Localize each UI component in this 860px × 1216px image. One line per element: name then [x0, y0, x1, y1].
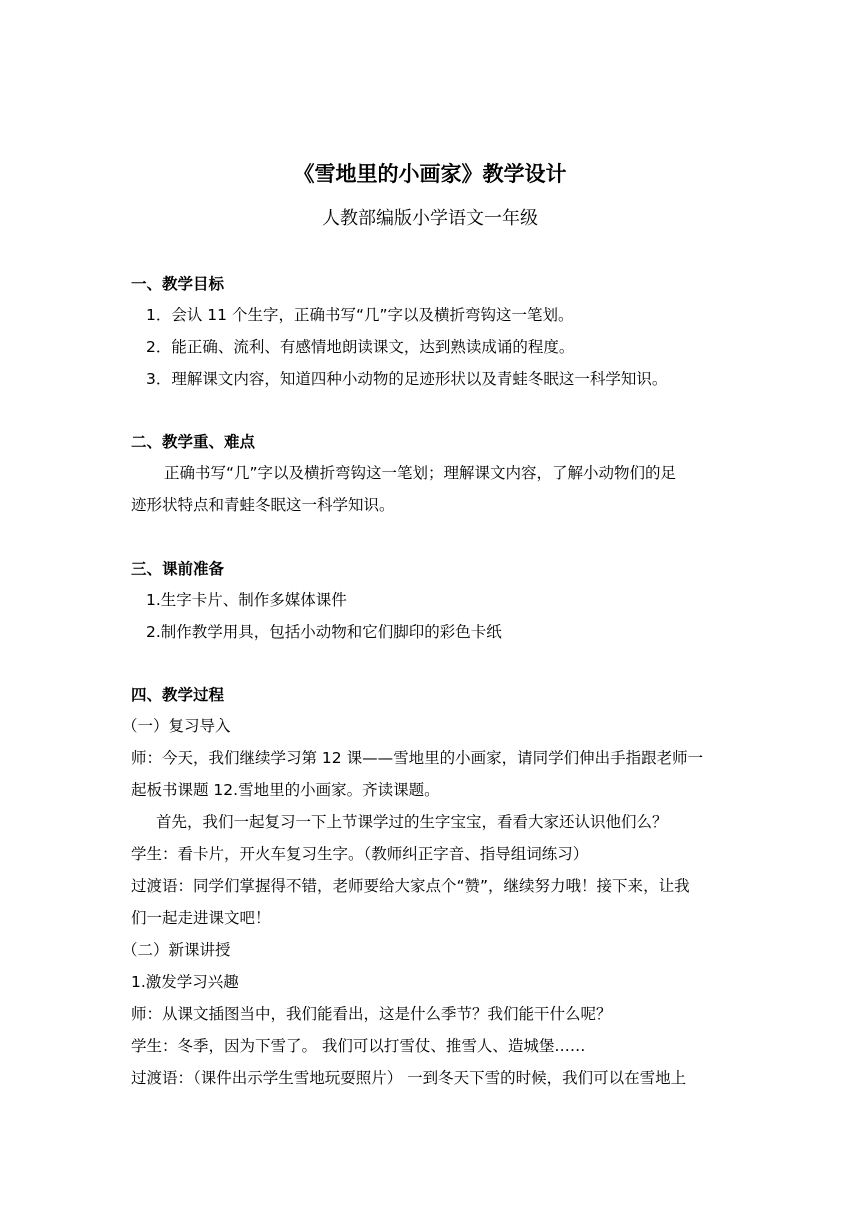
paragraph-line: 师：今天，我们继续学习第 12 课——雪地里的小画家，请同学们伸出手指跟老师一 [131, 749, 704, 767]
goal-item: 3．理解课文内容，知道四种小动物的足迹形状以及青蛙冬眠这一科学知识。 [146, 370, 668, 388]
document-subtitle: 人教部编版小学语文一年级 [322, 208, 538, 229]
paragraph-line: 们一起走进课文吧！ [131, 909, 271, 927]
paragraph-line: 学生：看卡片，开火车复习生字。（教师纠正字音、指导组词练习） [131, 845, 589, 863]
preparation-item: 1.生字卡片、制作多媒体课件 [146, 591, 347, 609]
paragraph-line: 1.激发学习兴趣 [131, 973, 239, 991]
section-heading-goals: 一、教学目标 [131, 275, 225, 293]
section-heading-process: 四、教学过程 [131, 686, 225, 704]
paragraph-line: 过渡语：（课件出示学生雪地玩耍照片） 一到冬天下雪的时候，我们可以在雪地上 [131, 1069, 687, 1087]
goal-item: 1．会认 11 个生字，正确书写“几”字以及横折弯钩这一笔划。 [146, 306, 574, 324]
paragraph-line: 首先，我们一起复习一下上节课学过的生字宝宝，看看大家还认识他们么？ [156, 813, 668, 831]
paragraph-line: 起板书课题 12.雪地里的小画家。齐读课题。 [131, 781, 440, 799]
subheading-new-lesson: （二）新课讲授 [122, 941, 231, 959]
subheading-review: （一）复习导入 [122, 717, 231, 735]
paragraph-line: 迹形状特点和青蛙冬眠这一科学知识。 [131, 496, 395, 514]
section-heading-preparation: 三、课前准备 [131, 560, 225, 578]
paragraph-line: 正确书写“几”字以及横折弯钩这一笔划；理解课文内容，了解小动物们的足 [164, 464, 677, 482]
document-title: 《雪地里的小画家》教学设计 [293, 162, 567, 186]
section-heading-key-points: 二、教学重、难点 [131, 433, 256, 451]
paragraph-line: 学生：冬季，因为下雪了。 我们可以打雪仗、推雪人、造城堡…… [131, 1037, 586, 1055]
paragraph-line: 师：从课文插图当中，我们能看出，这是什么季节？我们能干什么呢？ [131, 1005, 612, 1023]
preparation-item: 2.制作教学用具，包括小动物和它们脚印的彩色卡纸 [146, 623, 502, 641]
goal-item: 2．能正确、流利、有感情地朗读课文，达到熟读成诵的程度。 [146, 338, 575, 356]
paragraph-line: 过渡语：同学们掌握得不错，老师要给大家点个“赞”，继续努力哦！接下来，让我 [131, 877, 690, 895]
